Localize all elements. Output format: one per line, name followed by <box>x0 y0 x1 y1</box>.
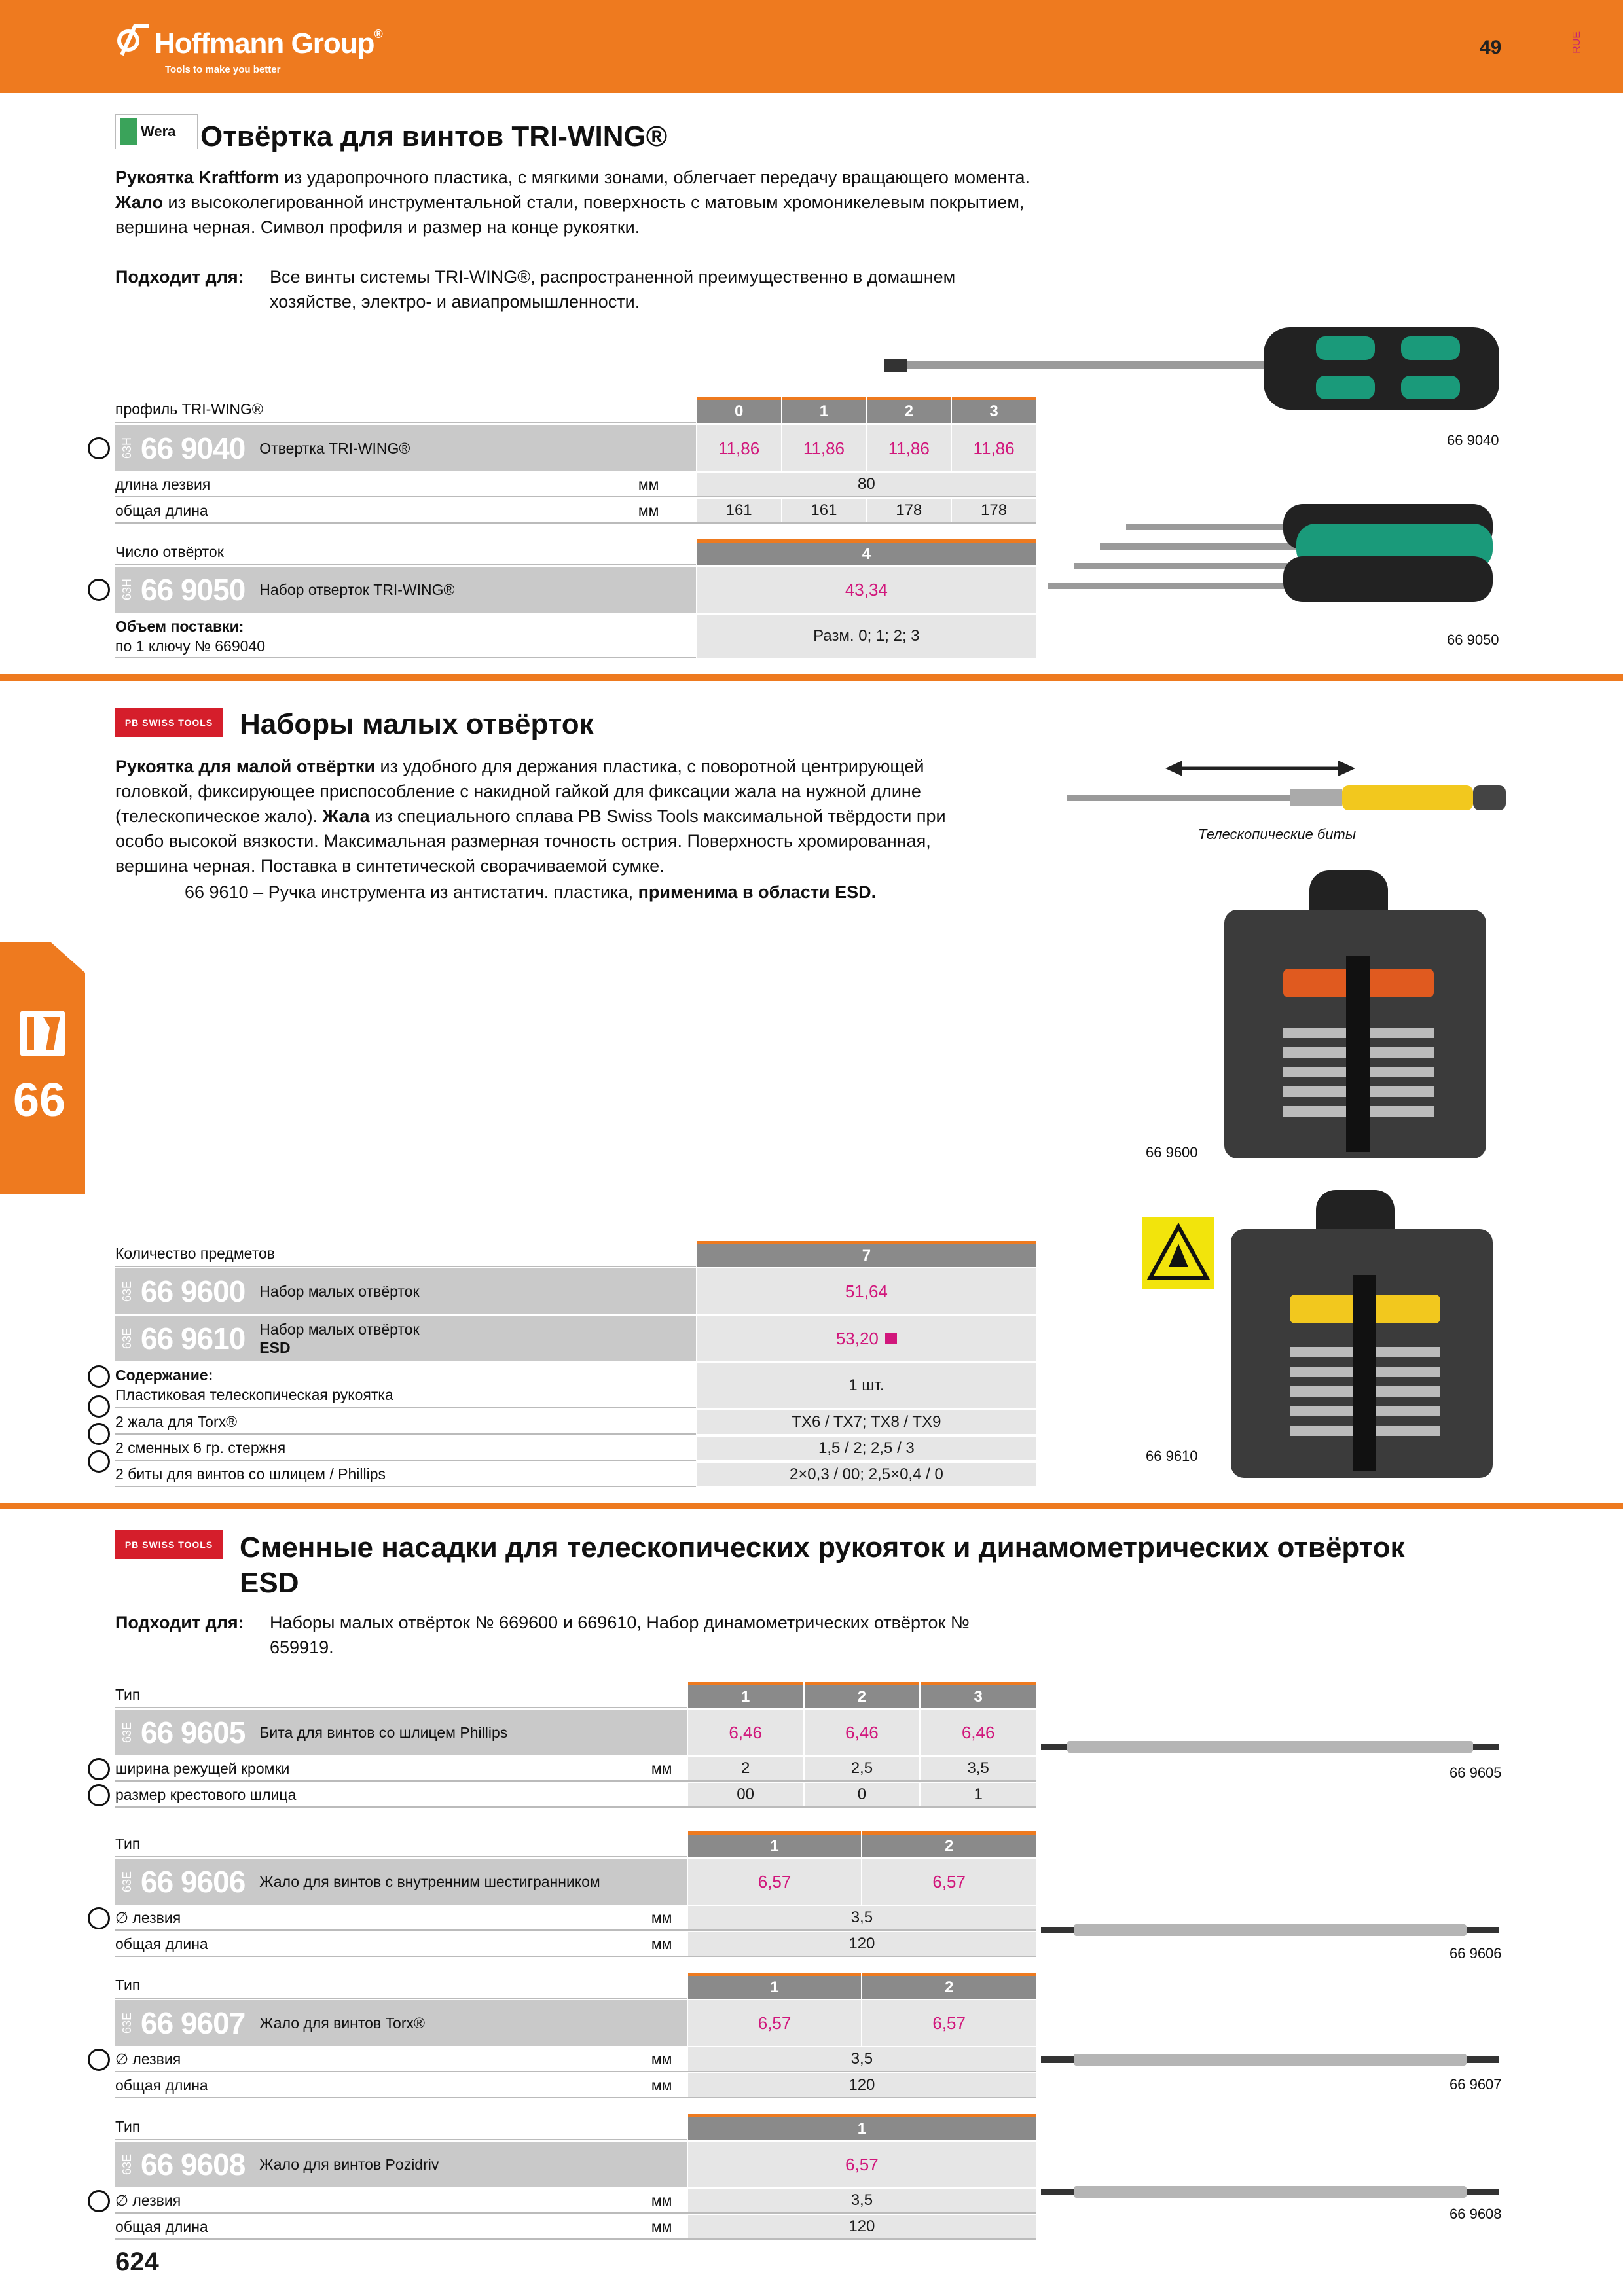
price: 6,57 <box>688 2142 1036 2187</box>
hex-symbol-icon <box>88 1907 110 1929</box>
slot-symbol-icon <box>88 1423 110 1445</box>
spec-value: 178 <box>952 499 1036 522</box>
spec-value: 3,5 <box>688 2189 1036 2212</box>
triwing-symbol-icon <box>88 579 110 601</box>
article-box <box>115 2000 687 2046</box>
column-header: 2 <box>862 1831 1036 1857</box>
table-header-row <box>115 1682 1036 1708</box>
esd-note: 66 9610 – Ручка инструмента из антистатич. пластика, применима в области ESD. <box>185 882 877 902</box>
contents-value: TX6 / TX7; TX8 / TX9 <box>697 1410 1036 1434</box>
spec-row <box>115 1932 1036 1957</box>
price: 11,86 <box>952 425 1036 471</box>
price: 6,46 <box>805 1710 920 1755</box>
section-description-triwing: Рукоятка Kraftform из ударопрочного пластика, с мягкими зонами, облегчает передачу вращающего момента. Жало из высоколегированной инструментальной стали, поверхность с матовым хромоникелевым покрытием, вершина черная. Символ профиля и размер на конце рукоятки. <box>115 168 1030 237</box>
contents-label: 2 биты для винтов со шлицем / Phillips <box>115 1462 696 1487</box>
esd-warning-icon <box>1142 1217 1214 1289</box>
contents-label: Содержание: Пластиковая телескопическая рукоятка <box>115 1363 696 1408</box>
price: 6,46 <box>921 1710 1036 1755</box>
telescopic-image <box>1054 753 1512 825</box>
unit: мм <box>651 1759 672 1777</box>
scope-row <box>115 614 1036 658</box>
chapter-tab <box>0 942 85 1194</box>
contents-row-torx <box>115 1410 1036 1435</box>
contents-label: 2 сменных 6 гр. стержня <box>115 1436 696 1461</box>
article-box <box>115 1710 687 1755</box>
spec-value: 2,5 <box>805 1757 920 1780</box>
column-header: 4 <box>697 539 1036 565</box>
price-group-code: 63E <box>120 2012 134 2034</box>
article-number: 66 9610 <box>141 1321 246 1355</box>
product-image-669606 <box>1041 1920 1499 1940</box>
telescopic-caption: Телескопические биты <box>1198 826 1357 842</box>
spec-row <box>115 1783 1036 1808</box>
article-box <box>115 1859 687 1905</box>
article-box <box>115 2142 687 2187</box>
pozidriv-symbol-icon <box>88 2190 110 2212</box>
column-header: 2 <box>867 397 951 423</box>
spec-value: 120 <box>688 2215 1036 2238</box>
article-description: Бита для винтов со шлицем Phillips <box>259 1723 508 1741</box>
article-row-669600[interactable] <box>115 1268 1036 1314</box>
wera-logo-text: Wera <box>141 123 176 139</box>
spec-value: 120 <box>688 2073 1036 2097</box>
price-group-code: 63E <box>120 2153 134 2176</box>
spec-value: 178 <box>867 499 951 522</box>
fits-label: Подходит для: <box>115 1613 244 1632</box>
spec-value: 2 <box>688 1757 803 1780</box>
article-box <box>115 1268 696 1314</box>
locale-code: RUE <box>1571 31 1582 54</box>
contents-row-handle <box>115 1363 1036 1408</box>
spec-value: 3,5 <box>688 1906 1036 1929</box>
spec-row-total <box>115 499 1036 524</box>
price: 6,57 <box>862 1859 1036 1905</box>
price-group-code: 63H <box>120 437 134 459</box>
column-header: 2 <box>805 1682 920 1708</box>
image-caption: 66 9607 <box>1450 2076 1502 2092</box>
brand-slogan: Tools to make you better <box>165 64 281 75</box>
type-label: Тип <box>115 1831 687 1857</box>
price-group-code: 63H <box>120 579 134 601</box>
type-label: Тип <box>115 1973 687 1999</box>
contents-value: 1 шт. <box>697 1363 1036 1408</box>
article-number: 66 9606 <box>141 1865 246 1899</box>
image-caption: 66 9610 <box>1146 1448 1198 1464</box>
section-divider <box>0 1503 1623 1509</box>
article-row-669607[interactable] <box>115 2000 1036 2046</box>
column-header: 1 <box>782 397 866 423</box>
unit: мм <box>651 2076 672 2094</box>
phillips-symbol-icon <box>88 1784 110 1806</box>
spec-value: 161 <box>697 499 781 522</box>
hex-symbol-icon <box>88 1395 110 1418</box>
contents-value: 2×0,3 / 00; 2,5×0,4 / 0 <box>697 1463 1036 1486</box>
section-title-small-screwdrivers: Наборы малых отвёрток <box>240 708 594 740</box>
spec-label: ∅ лезвия <box>115 1909 181 1926</box>
section-title-bits: Сменные насадки для телескопических рукояток и динамометрических отвёрток ESD <box>240 1532 1405 1599</box>
triwing-symbol-icon <box>88 437 110 459</box>
column-header: 1 <box>688 1973 862 1999</box>
product-image-669610 <box>1224 1183 1499 1484</box>
fits-text: Все винты системы TRI-WING®, распространенной преимущественно в домашнем хозяйстве, электро- и авиапромышленности. <box>270 267 956 312</box>
article-description: Набор малых отвёрток <box>259 1282 420 1300</box>
spec-row <box>115 1757 1036 1782</box>
image-caption: 66 9608 <box>1450 2206 1502 2222</box>
spec-label: общая длина <box>115 1935 208 1952</box>
scope-value: Разм. 0; 1; 2; 3 <box>697 615 1036 658</box>
article-number: 66 9050 <box>141 573 246 607</box>
spec-value: 3,5 <box>921 1757 1036 1780</box>
spec-label: общая длина <box>115 501 208 519</box>
spec-value: 120 <box>688 1932 1036 1956</box>
price: 6,57 <box>688 1859 862 1905</box>
spec-row <box>115 2215 1036 2240</box>
contents-value: 1,5 / 2; 2,5 / 3 <box>697 1437 1036 1460</box>
hoffmann-logo-icon <box>115 21 152 58</box>
table-header-row <box>115 397 1036 423</box>
spec-label: общая длина <box>115 2076 208 2094</box>
article-box <box>115 567 696 613</box>
article-description: Жало для винтов Torx® <box>259 2014 425 2032</box>
spec-value: 80 <box>697 473 1036 496</box>
spec-value: 1 <box>921 1783 1036 1806</box>
spec-row-blade <box>115 473 1036 497</box>
brand-name: Hoffmann Group® <box>155 27 382 60</box>
article-description: Набор отверток TRI-WING® <box>259 581 455 598</box>
image-caption: 66 9600 <box>1146 1144 1198 1160</box>
price: 11,86 <box>782 425 866 471</box>
spec-row <box>115 2047 1036 2072</box>
contents-label: 2 жала для Torx® <box>115 1410 696 1435</box>
article-row-669040[interactable] <box>115 425 1036 471</box>
price: 11,86 <box>867 425 951 471</box>
spec-label: размер крестового шлица <box>115 1785 297 1803</box>
price: 51,64 <box>697 1268 1036 1314</box>
price: 11,86 <box>697 425 781 471</box>
article-description: Отвертка TRI-WING® <box>259 439 410 457</box>
article-description: Жало для винтов Pozidriv <box>259 2155 439 2173</box>
article-row-669610[interactable] <box>115 1316 1036 1361</box>
price-group-code: 63E <box>120 1721 134 1744</box>
article-description: Набор малых отвёрток ESD <box>259 1321 420 1356</box>
article-row-669606[interactable] <box>115 1859 1036 1905</box>
article-row-669608[interactable] <box>115 2142 1036 2187</box>
article-description: Жало для винтов с внутренним шестигранником <box>259 1873 600 1890</box>
page-number-top: 49 <box>1480 37 1502 58</box>
section-divider <box>0 674 1623 681</box>
phillips-symbol-icon <box>88 1450 110 1473</box>
count-label: Число отвёрток <box>115 539 696 565</box>
section-description-small-screwdrivers: Рукоятка для малой отвёртки из удобного для держания пластика, с поворотной центрирующей головкой, фиксирующее приспособление с накидной гайкой для фиксации жала на нужной длине (телескопическое жало). Жала из специального сплава PB Swiss Tools максимальной твёрдости при особо высокой вязкости. Максимальная размерная точность острия. Поверхность хромированная, вершина черная. Поставка в синтетической сворачиваемой сумке. <box>115 757 946 876</box>
article-box <box>115 1316 696 1361</box>
price: 6,46 <box>688 1710 803 1755</box>
chapter-number: 66 <box>13 1074 66 1126</box>
column-header: 0 <box>697 397 781 423</box>
fits-text: Наборы малых отвёрток № 669600 и 669610, Набор динамометрических отвёрток № 659919. <box>270 1613 970 1657</box>
article-row-669050[interactable] <box>115 567 1036 613</box>
fits-label: Подходит для: <box>115 267 244 287</box>
contents-row-bits <box>115 1462 1036 1487</box>
unit: мм <box>651 2191 672 2209</box>
product-image-669600 <box>1218 864 1493 1165</box>
table-header-row <box>115 539 1036 565</box>
tools-icon <box>17 1008 68 1059</box>
product-image-669608 <box>1041 2182 1499 2202</box>
wera-logo <box>115 114 198 149</box>
image-caption: 66 9606 <box>1450 1945 1502 1962</box>
spec-value: 00 <box>688 1783 803 1806</box>
torx-symbol-icon <box>88 2049 110 2071</box>
article-number: 66 9600 <box>141 1274 246 1308</box>
spec-label: ширина режущей кромки <box>115 1759 290 1777</box>
spec-label: ∅ лезвия <box>115 2191 181 2209</box>
table-header-row <box>115 1973 1036 1999</box>
unit: мм <box>651 2050 672 2068</box>
type-label: Тип <box>115 1682 687 1708</box>
spec-row <box>115 1906 1036 1931</box>
column-header: 1 <box>688 1682 803 1708</box>
unit: мм <box>638 475 659 493</box>
type-label: Тип <box>115 2114 687 2140</box>
article-number: 66 9607 <box>141 2006 246 2040</box>
price: 43,34 <box>697 567 1036 613</box>
spec-value: 161 <box>782 499 866 522</box>
article-number: 66 9040 <box>141 431 246 465</box>
spec-row <box>115 2073 1036 2098</box>
unit: мм <box>638 501 659 519</box>
price: 6,57 <box>862 2000 1036 2046</box>
qty-label: Количество предметов <box>115 1241 696 1267</box>
profile-label: профиль TRI-WING® <box>115 397 696 423</box>
image-caption: 66 9605 <box>1450 1765 1502 1781</box>
column-header: 3 <box>952 397 1036 423</box>
column-header: 1 <box>688 1831 862 1857</box>
unit: мм <box>651 1909 672 1926</box>
spec-label: общая длина <box>115 2217 208 2235</box>
article-row-669605[interactable] <box>115 1710 1036 1755</box>
table-header-row <box>115 1831 1036 1857</box>
spec-value: 0 <box>805 1783 920 1806</box>
product-image-669607 <box>1041 2050 1499 2070</box>
price: 53,20 <box>835 1328 879 1348</box>
article-number: 66 9605 <box>141 1715 246 1749</box>
torx-symbol-icon <box>88 1365 110 1388</box>
section-title-triwing: Отвёртка для винтов TRI-WING® <box>200 120 668 152</box>
scope-label: Объем поставки: по 1 ключу № 669040 <box>115 614 696 658</box>
table-header-row <box>115 2114 1036 2140</box>
image-caption: 66 9050 <box>1447 632 1499 648</box>
contents-row-hex <box>115 1436 1036 1461</box>
spec-label: длина лезвия <box>115 475 211 493</box>
spec-row <box>115 2189 1036 2214</box>
pb-swiss-tools-logo: PB SWISS TOOLS <box>115 1530 223 1559</box>
product-image-669605 <box>1041 1737 1499 1757</box>
price-group-code: 63E <box>120 1280 134 1302</box>
column-header: 1 <box>688 2114 1036 2140</box>
esd-marker-icon <box>885 1333 897 1344</box>
product-image-669050 <box>1048 491 1493 622</box>
table-header-row <box>115 1241 1036 1267</box>
image-caption: 66 9040 <box>1447 432 1499 448</box>
unit: мм <box>651 2217 672 2235</box>
column-header: 3 <box>921 1682 1036 1708</box>
unit: мм <box>651 1935 672 1952</box>
slot-symbol-icon <box>88 1758 110 1780</box>
column-header: 7 <box>697 1241 1036 1267</box>
price: 6,57 <box>688 2000 862 2046</box>
spec-value: 3,5 <box>688 2047 1036 2071</box>
pb-swiss-tools-logo: PB SWISS TOOLS <box>115 708 223 737</box>
article-box <box>115 425 696 471</box>
page-number: 624 <box>115 2248 159 2276</box>
price-group-code: 63E <box>120 1327 134 1350</box>
price-cell <box>697 1316 1036 1361</box>
spec-label: ∅ лезвия <box>115 2050 181 2068</box>
price-group-code: 63E <box>120 1871 134 1893</box>
article-number: 66 9608 <box>141 2147 246 2181</box>
column-header: 2 <box>862 1973 1036 1999</box>
